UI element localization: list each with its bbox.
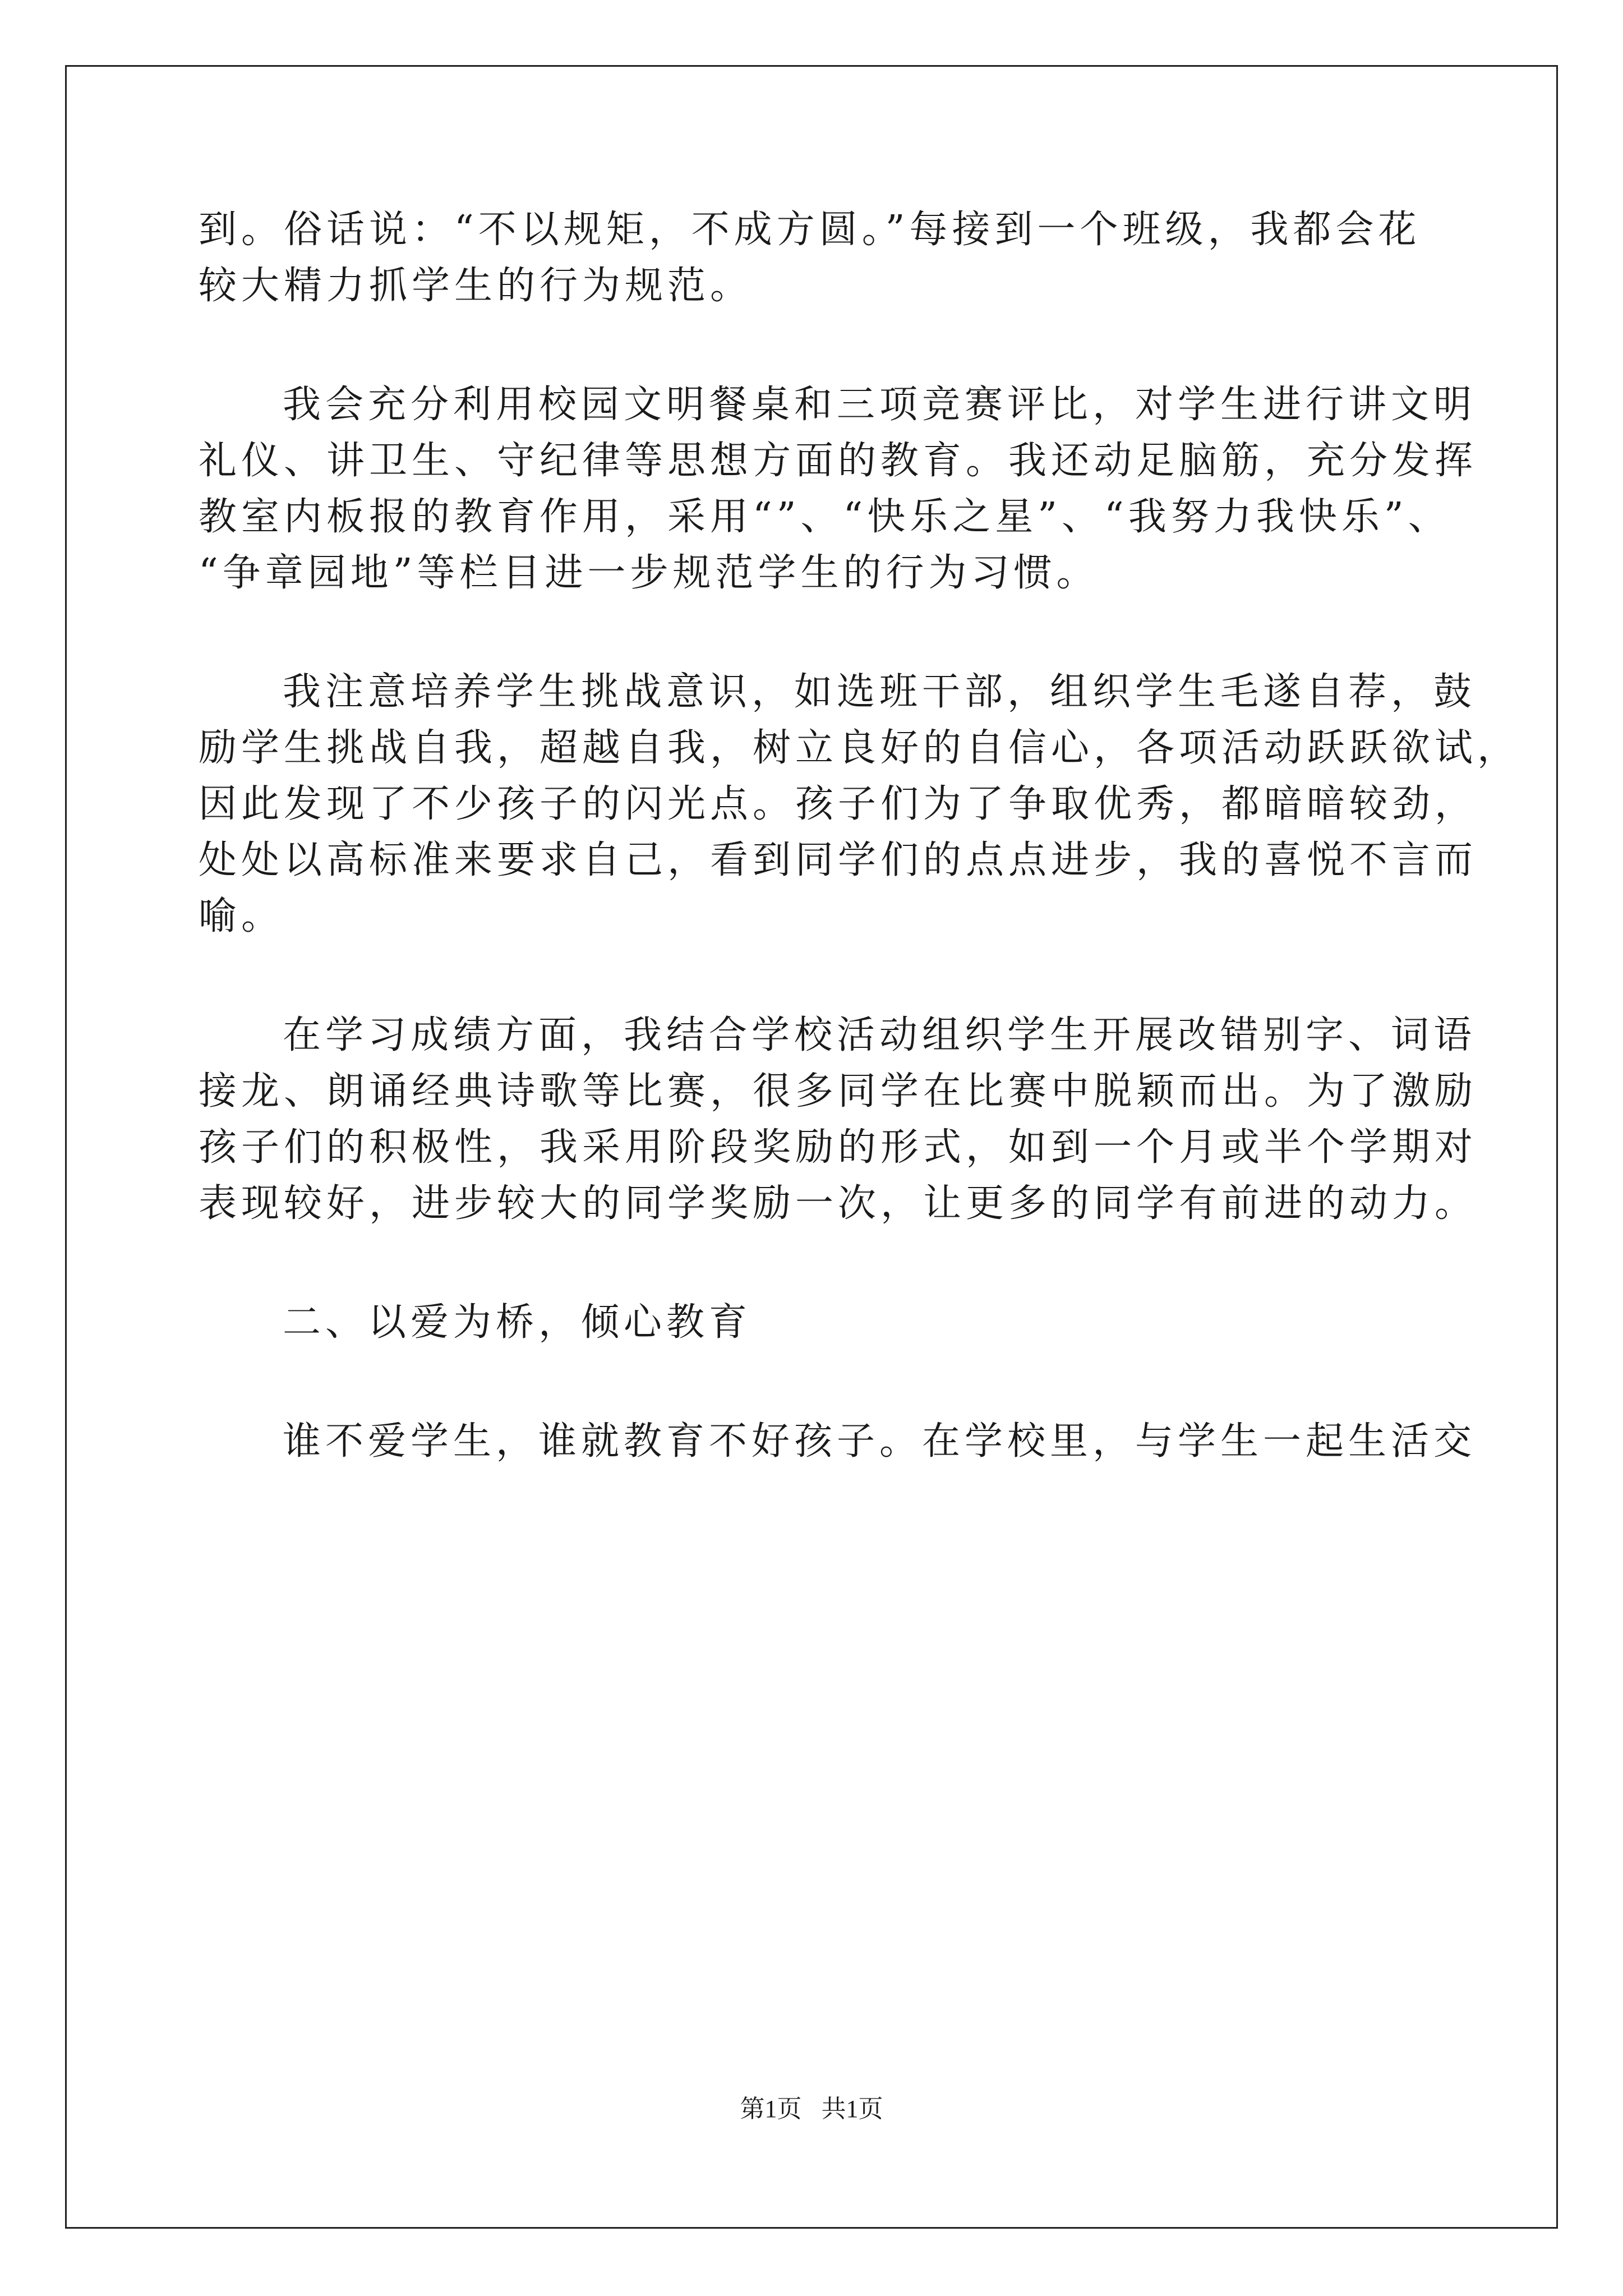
section-heading: [199, 1295, 1432, 1351]
text-line: 表现较好，进步较大的同学奖励一次，让更多的同学有前进的动力。: [199, 1181, 1478, 1226]
paragraph: [199, 664, 1520, 945]
paragraph: [199, 1414, 1477, 1470]
text-line: “争章园地”等栏目进一步规范学生的行为习惯。: [199, 551, 1099, 595]
text-line: 较大精力抓学生的行为规范。: [199, 264, 753, 308]
page-total: 共1页: [821, 2095, 883, 2123]
page-footer: [0, 2092, 1623, 2126]
text-line: 我会充分利用校园文明餐桌和三项竞赛评比，对学生进行讲文明: [283, 383, 1477, 427]
paragraph: [199, 377, 1478, 601]
text-line: 处处以高标准来要求自己，看到同学们的点点进步，我的喜悦不言而: [199, 838, 1478, 882]
text-line: 谁不爱学生，谁就教育不好孩子。在学校里，与学生一起生活交: [283, 1419, 1477, 1464]
text-line: 接龙、朗诵经典诗歌等比赛，很多同学在比赛中脱颖而出。为了激励: [199, 1069, 1478, 1114]
text-line: 在学习成绩方面，我结合学校活动组织学生开展改错别字、词语: [283, 1013, 1477, 1057]
text-line: 励学生挑战自我，超越自我，树立良好的自信心，各项活动跃跃欲试，: [199, 726, 1520, 770]
text-line: 因此发现了不少孩子的闪光点。孩子们为了争取优秀，都暗暗较劲，: [199, 782, 1478, 826]
paragraph: [199, 202, 1432, 314]
text-line: 到。俗话说：“不以规矩，不成方圆。”每接到一个班级，我都会花: [199, 208, 1421, 252]
text-line: 我注意培养学生挑战意识，如选班干部，组织学生毛遂自荐，鼓: [283, 670, 1477, 714]
text-line: 二、以爱为桥，倾心教育: [283, 1300, 752, 1345]
document-body: [199, 202, 1520, 1470]
paragraph: [199, 1007, 1478, 1232]
text-line: 教室内板报的教育作用，采用“”、“快乐之星”、“我努力我快乐”、: [199, 495, 1451, 539]
text-line: 喻。: [199, 894, 284, 938]
text-line: 孩子们的积极性，我采用阶段奖励的形式，如到一个月或半个学期对: [199, 1125, 1478, 1170]
page-number: 第1页: [740, 2095, 802, 2123]
text-line: 礼仪、讲卫生、守纪律等思想方面的教育。我还动足脑筋，充分发挥: [199, 439, 1478, 483]
